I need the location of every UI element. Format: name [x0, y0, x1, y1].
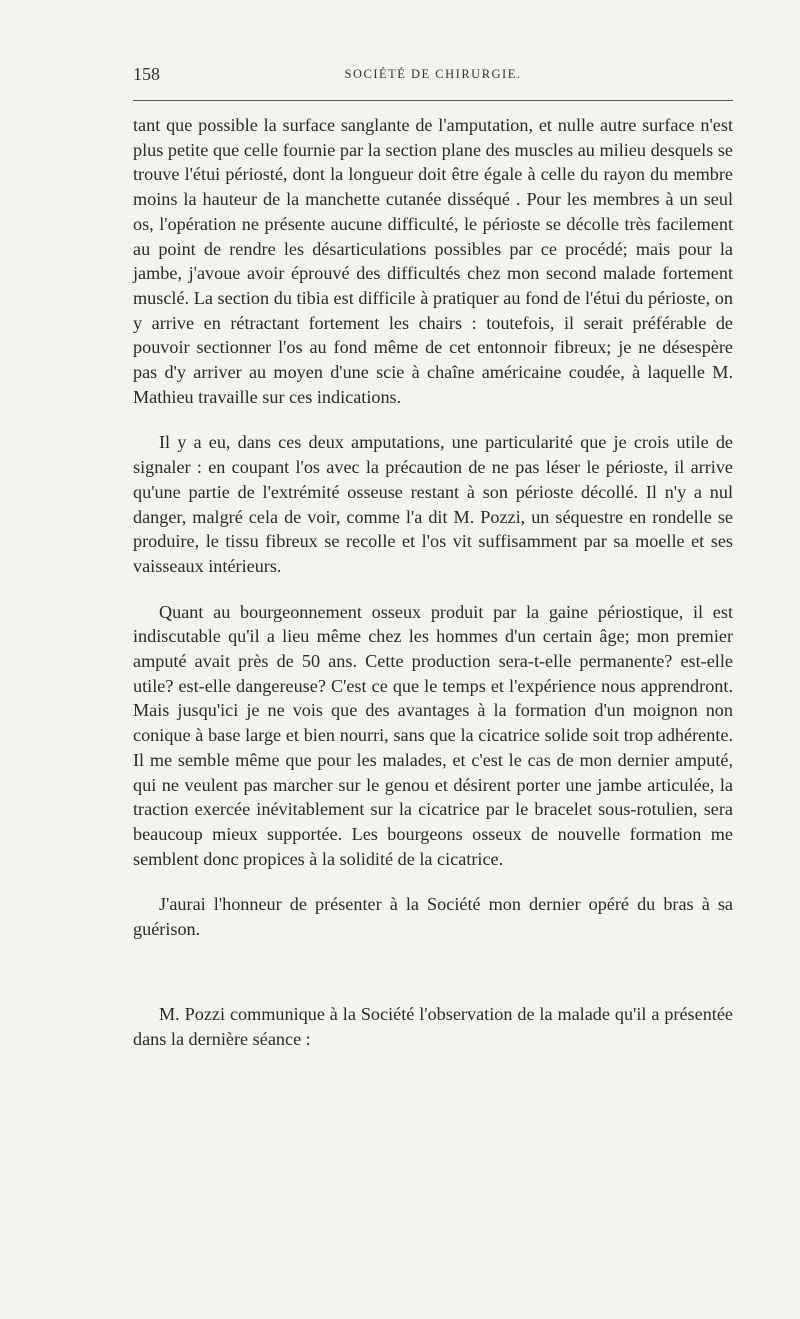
paragraph-2: Il y a eu, dans ces deux amputations, une particularité que je crois utile de signaler : en coupant l'os avec la précaution de ne pas léser le périoste, il arrive qu'une partie de l'extrémité osseuse restant à son périoste décollé. Il n'y a nul danger, malgré cela de voir, comme l'a dit M. Pozzi, un séquestre en rondelle se produire, le tissu fibreux se recolle et l'os vit suffisamment par sa moelle et ses vaisseaux intérieurs. [133, 432, 733, 576]
header-rule [133, 100, 733, 101]
running-head [133, 62, 733, 88]
paragraph-5: M. Pozzi communique à la Société l'observation de la malade qu'il a présentée dans la dernière séance : [133, 1003, 733, 1049]
running-title: SOCIÉTÉ DE CHIRURGIE. [344, 67, 522, 81]
body-text [133, 113, 733, 1051]
page-number: 158 [133, 64, 160, 84]
paragraph-4: J'aurai l'honneur de présenter à la Société mon dernier opéré du bras à sa guérison. [133, 894, 733, 940]
paragraph-3: Quant au bourgeonnement osseux produit par la gaine périostique, il est indiscutable qu'il a lieu même chez les hommes d'un certain âge; mon premier amputé avait près de 50 ans. Cette production sera-t-elle permanente? est-elle utile? est-elle dangereuse? C'est ce que le temps et l'expérience nous apprendront. Mais jusqu'ici je ne vois que des avantages à la formation d'un moignon non conique à base large et bien nourri, sans que la cicatrice solide soit trop adhérente. Il me semble même que pour les malades, et c'est le cas de mon dernier amputé, qui ne veulent pas marcher sur le genou et désirent porter une jambe articulée, la traction exercée inévitablement sur la cicatrice par le bracelet sous-rotulien, sera beaucoup mieux supportée. Les bourgeons osseux de nouvelle formation me semblent donc propices à la solidité de la cicatrice. [133, 601, 733, 869]
paragraph-1: tant que possible la surface sanglante de l'amputation, et nulle autre surface n'est plus petite que celle fournie par la section plane des muscles au milieu desquels se trouve l'étui périosté, dont la longueur doit être égale à celle du rayon du membre moins la hauteur de la manchette cutanée disséqué . Pour les membres à un seul os, l'opération ne présente aucune difficulté, le périoste se décolle très facilement au point de rendre les désarticulations possibles par ce procédé; mais pour la jambe, j'avoue avoir éprouvé des difficultés chez mon second malade fortement musclé. La section du tibia est difficile à pratiquer au fond de l'étui du périoste, on y arrive en rétractant fortement les chairs : toutefois, il serait préférable de pouvoir sectionner l'os au fond même de cet entonnoir fibreux; je ne désespère pas d'y arriver au moyen d'une scie à chaîne américaine coudée, à laquelle M. Mathieu travaille sur ces indications. [133, 115, 733, 407]
